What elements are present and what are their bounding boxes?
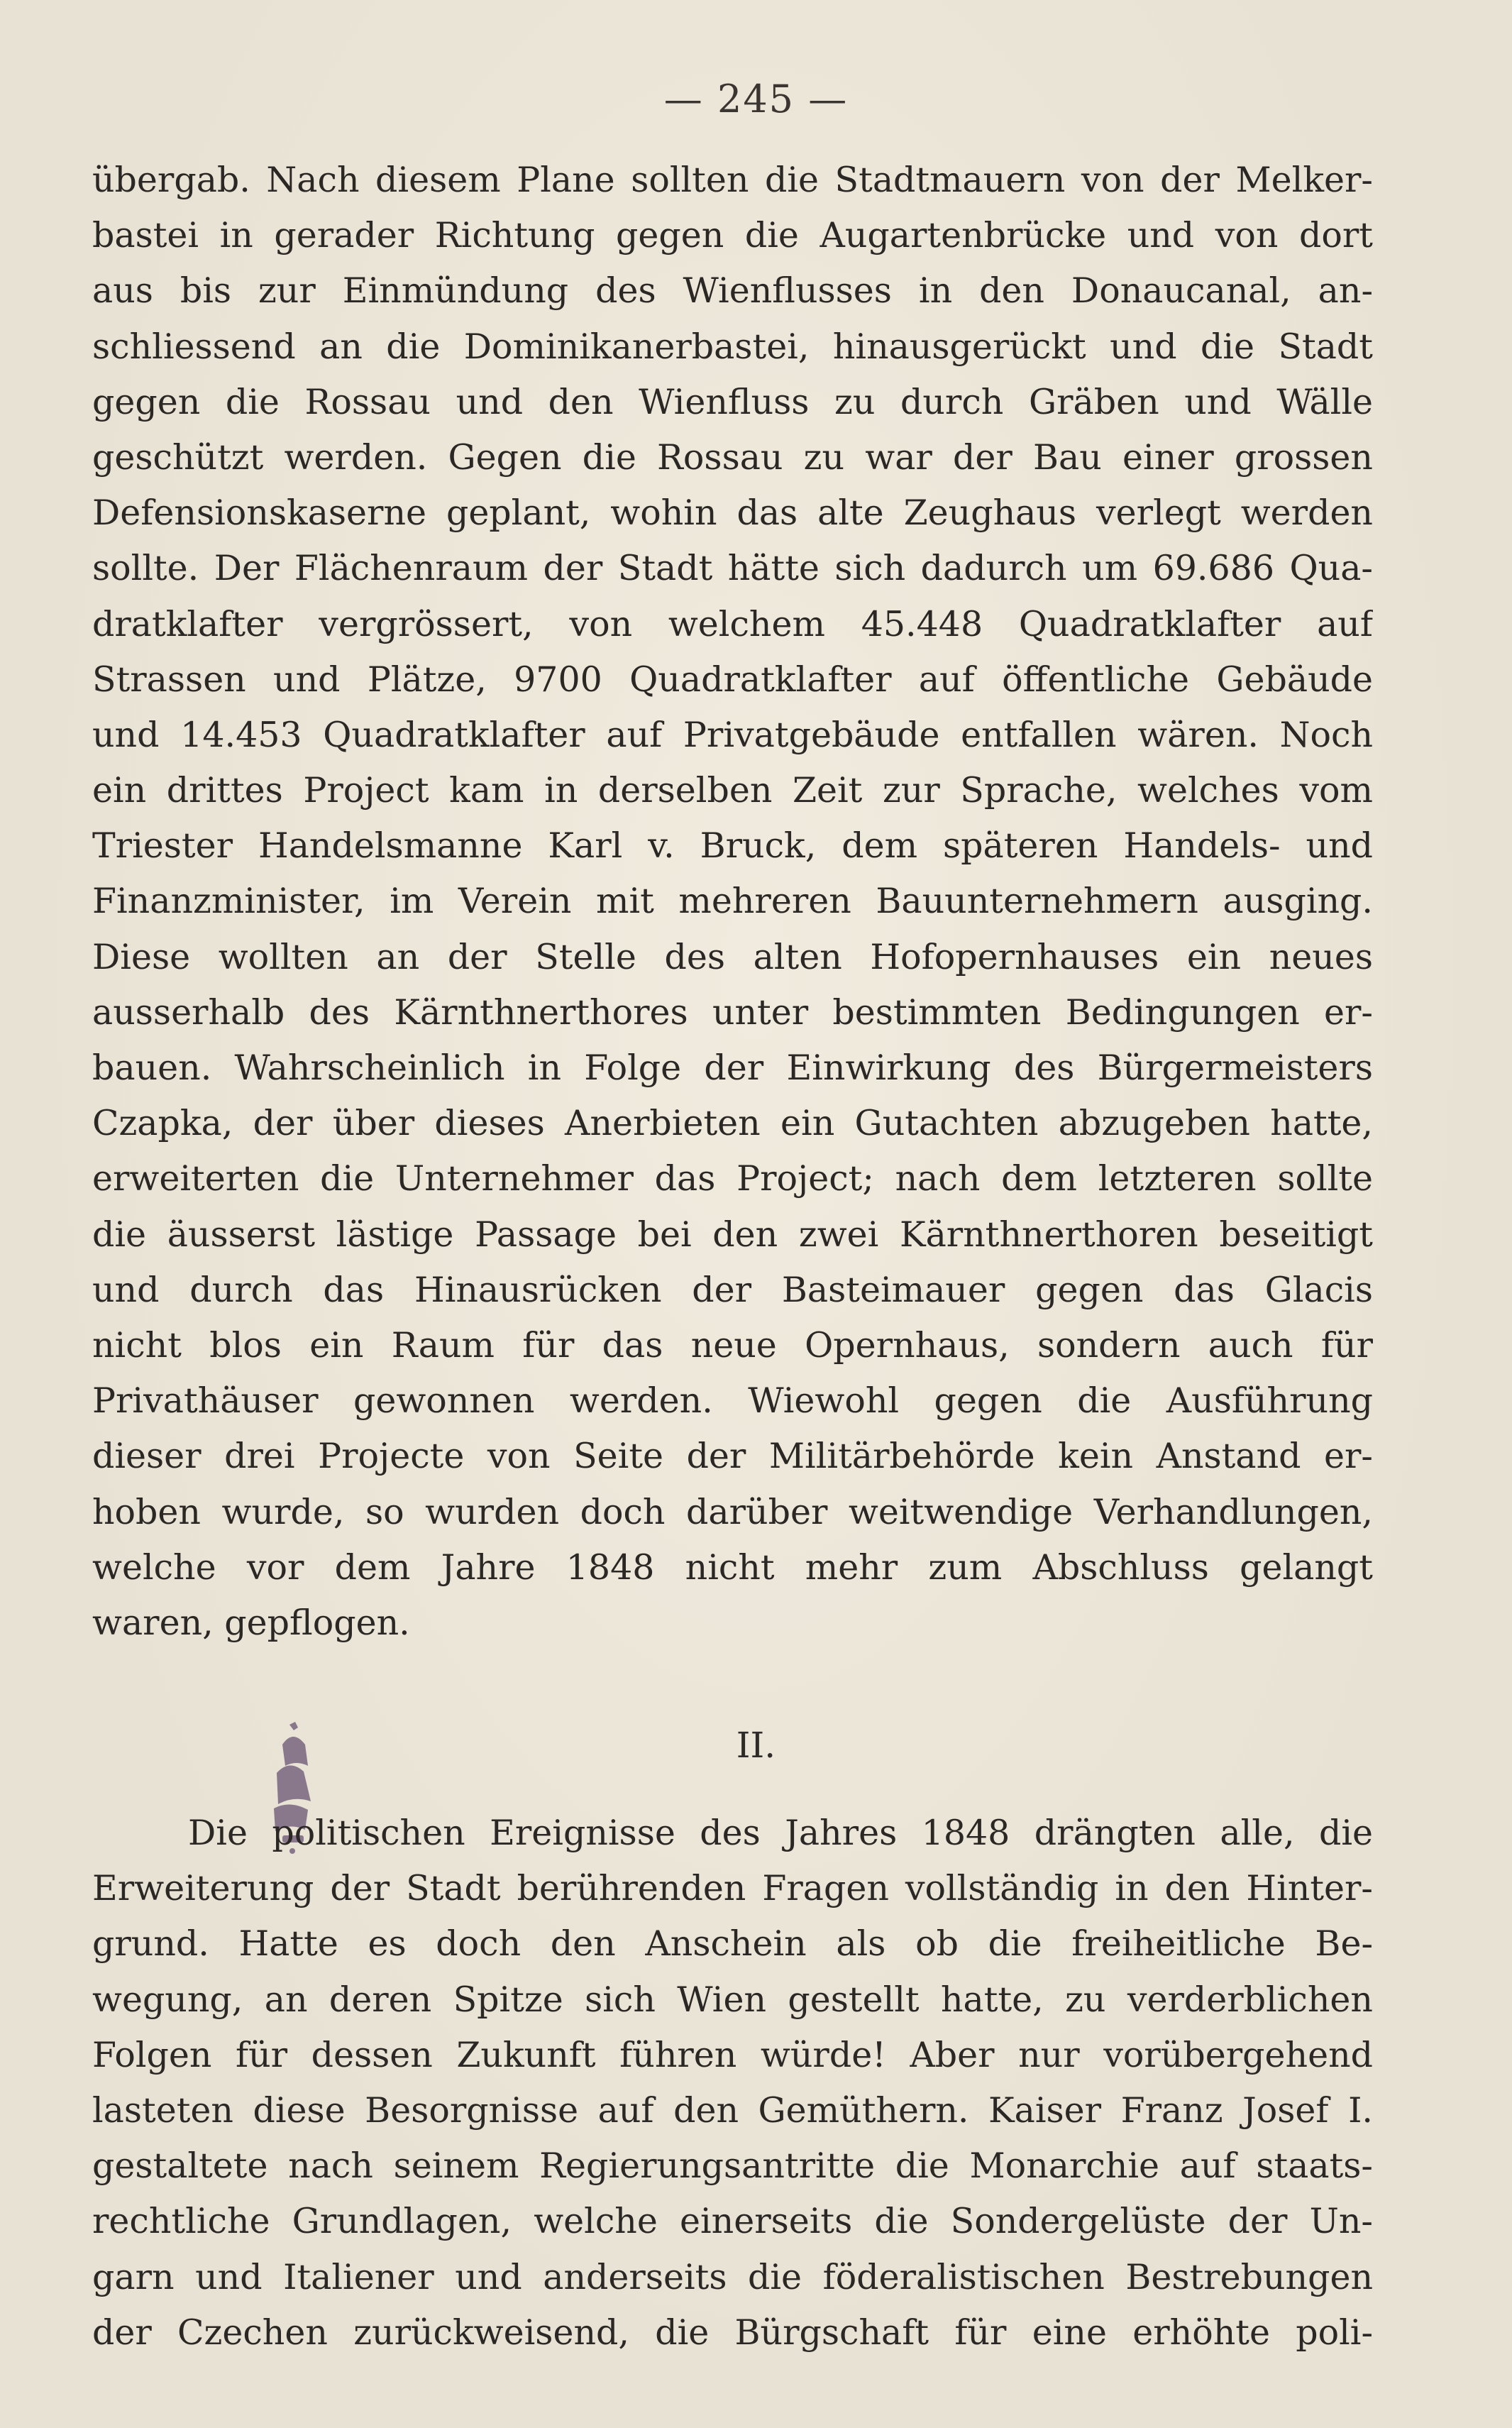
text-line: ausserhalb des Kärnthnerthores unter bestimmten Bedingungen er-	[92, 991, 1373, 1033]
text-line: und durch das Hinausrücken der Basteimauer gegen das Glacis	[92, 1269, 1373, 1310]
text-line: garn und Italiener und anderseits die föderalistischen Bestrebungen	[92, 2256, 1373, 2297]
text-line: Triester Handelsmanne Karl v. Bruck, dem späteren Handels- und	[92, 825, 1373, 867]
text-line: grund. Hatte es doch den Anschein als ob die freiheitliche Be-	[92, 1923, 1373, 1965]
text-line: und 14.453 Quadratklafter auf Privatgebäude entfallen wären. Noch	[92, 714, 1373, 755]
text-line: wegung, an deren Spitze sich Wien gestellt hatte, zu verderblichen	[92, 1979, 1373, 2020]
text-line: gestaltete nach seinem Regierungsantritte die Monarchie auf staats-	[92, 2146, 1373, 2187]
text-line: waren, gepflogen.	[92, 1602, 410, 1643]
text-line: rechtliche Grundlagen, welche einerseits die Sondergelüste der Un-	[92, 2201, 1373, 2242]
text-line: erweiterten die Unternehmer das Project; nach dem letzteren sollte	[92, 1158, 1373, 1199]
paragraph-1	[92, 153, 1373, 1651]
text-line: Diese wollten an der Stelle des alten Hofopernhauses ein neues	[92, 936, 1373, 977]
text-line: aus bis zur Einmündung des Wienflusses in den Donaucanal, an-	[92, 270, 1373, 312]
text-line: Strassen und Plätze, 9700 Quadratklafter auf öffentliche Gebäude	[92, 659, 1373, 700]
text-line: geschützt werden. Gegen die Rossau zu war der Bau einer grossen	[92, 436, 1373, 478]
paragraph-2	[92, 1806, 1373, 2361]
text-line: schliessend an die Dominikanerbastei, hinausgerückt und die Stadt	[92, 326, 1373, 367]
text-line: bauen. Wahrscheinlich in Folge der Einwirkung des Bürgermeisters	[92, 1048, 1373, 1088]
text-line: dieser drei Projecte von Seite der Militärbehörde kein Anstand er-	[92, 1436, 1373, 1477]
text-line: übergab. Nach diesem Plane sollten die Stadtmauern von der Melker-	[92, 160, 1373, 200]
text-line: Folgen für dessen Zukunft führen würde! Aber nur vorübergehend	[92, 2034, 1373, 2075]
text-line: gegen die Rossau und den Wienfluss zu durch Gräben und Wälle	[92, 381, 1373, 422]
text-line: Czapka, der über dieses Anerbieten ein Gutachten abzugeben hatte,	[92, 1103, 1373, 1144]
text-line: nicht blos ein Raum für das neue Opernhaus, sondern auch für	[92, 1324, 1373, 1366]
text-line: Finanzminister, im Verein mit mehreren Bauunternehmern ausging.	[92, 881, 1373, 922]
page-number: — 245 —	[663, 77, 849, 121]
section-heading: II.	[736, 1725, 776, 1766]
text-line: Erweiterung der Stadt berührenden Fragen vollständig in den Hinter-	[92, 1868, 1373, 1909]
text-line: welche vor dem Jahre 1848 nicht mehr zum Abschluss gelangt	[92, 1547, 1373, 1588]
text-line: sollte. Der Flächenraum der Stadt hätte sich dadurch um 69.686 Qua-	[92, 548, 1373, 589]
text-line: Privathäuser gewonnen werden. Wiewohl gegen die Ausführung	[92, 1380, 1373, 1422]
text-line: Defensionskaserne geplant, wohin das alte Zeughaus verlegt werden	[92, 493, 1373, 534]
text-line: hoben wurde, so wurden doch darüber weitwendige Verhandlungen,	[92, 1491, 1373, 1532]
text-line: die äusserst lästige Passage bei den zwei Kärnthnerthoren beseitigt	[92, 1214, 1373, 1255]
text-line: dratklafter vergrössert, von welchem 45.448 Quadratklafter auf	[92, 603, 1373, 644]
text-line: Die politischen Ereignisse des Jahres 1848 drängten alle, die	[188, 1813, 1373, 1853]
text-line: lasteten diese Besorgnisse auf den Gemüthern. Kaiser Franz Josef I.	[92, 2089, 1373, 2131]
text-line: ein drittes Project kam in derselben Zeit zur Sprache, welches vom	[92, 770, 1373, 811]
text-line: der Czechen zurückweisend, die Bürgschaft für eine erhöhte poli-	[92, 2312, 1373, 2353]
text-line: bastei in gerader Richtung gegen die Augartenbrücke und von dort	[92, 215, 1373, 256]
